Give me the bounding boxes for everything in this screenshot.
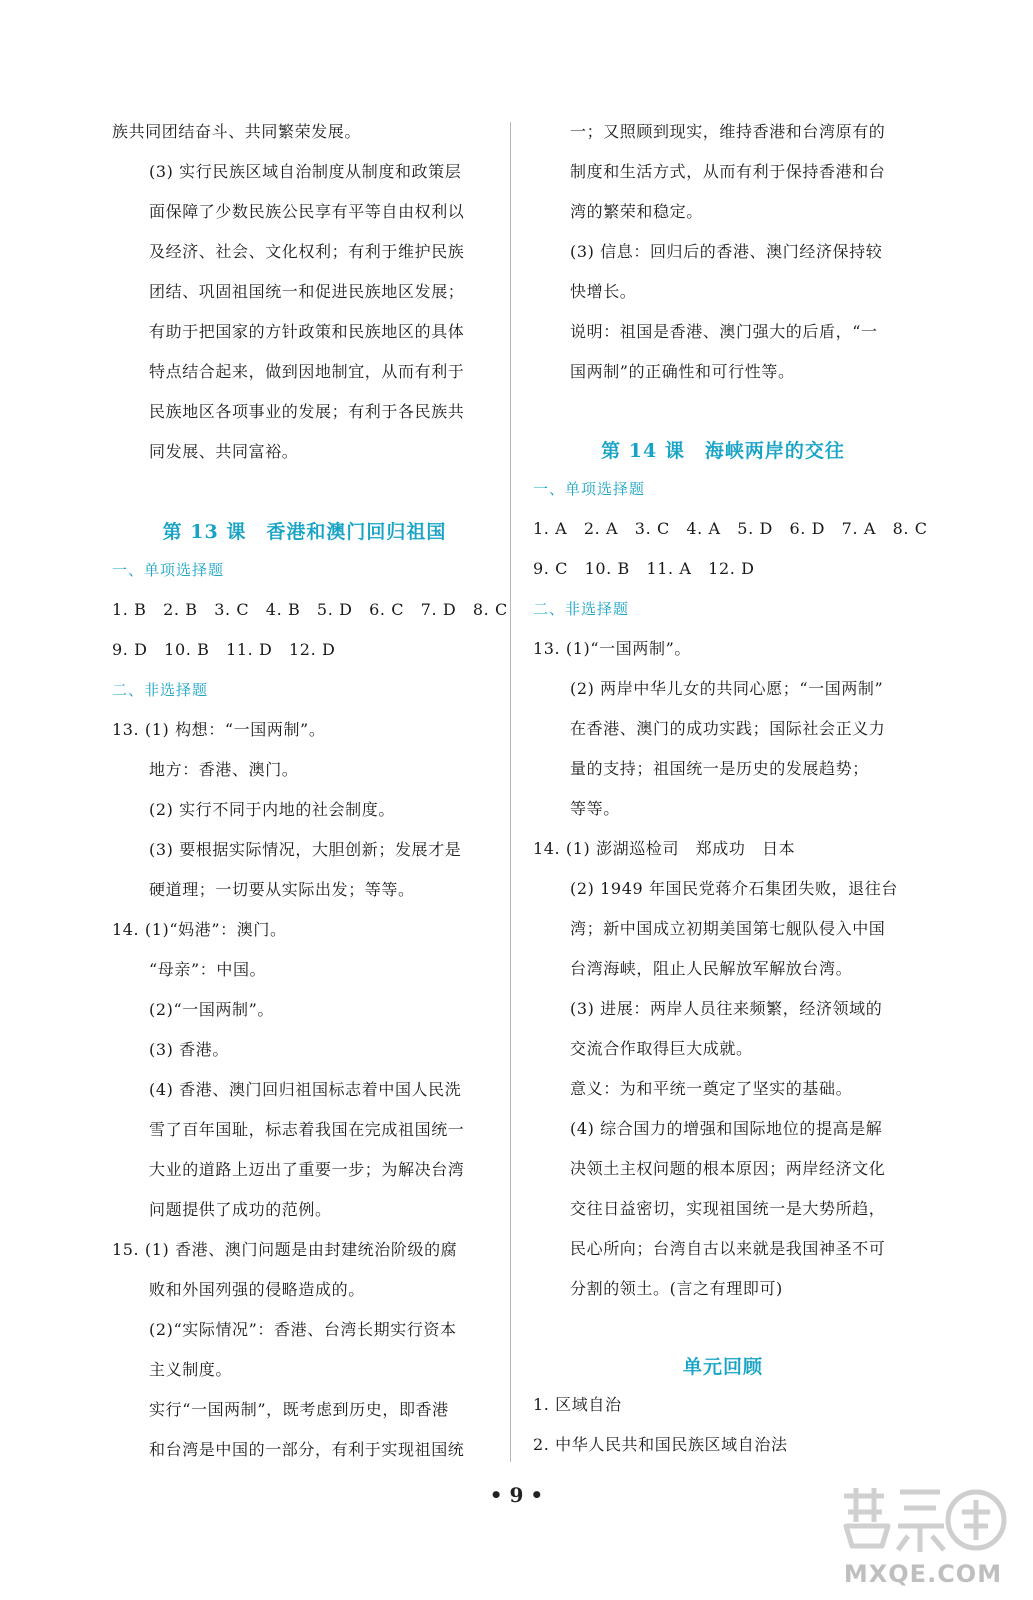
answer-line: 硬道理；一切要从实际出发；等等。	[149, 880, 415, 899]
answer-line: 意义：为和平统一奠定了坚实的基础。	[570, 1079, 853, 1098]
text-line: 面保障了少数民族公民享有平等自由权利以	[149, 202, 465, 221]
answer-line: (3) 进展：两岸人员往来频繁，经济领域的	[570, 999, 883, 1018]
answer-line: “母亲”：中国。	[149, 960, 267, 979]
answer-line: 主义制度。	[149, 1360, 233, 1379]
text-line: 制度和生活方式，从而有利于保持香港和台	[570, 162, 886, 181]
answer-line: 13. (1)“一国两制”。	[533, 639, 691, 658]
choice-answers: 9. C 10. B 11. A 12. D	[533, 559, 755, 578]
text-line: (3) 信息：回归后的香港、澳门经济保持较	[570, 242, 883, 261]
column-divider	[510, 122, 511, 1462]
answer-line: 交流合作取得巨大成就。	[570, 1039, 753, 1058]
answer-line: 实行“一国两制”，既考虑到历史，即香港	[149, 1400, 449, 1419]
text-line: 同发展、共同富裕。	[149, 442, 299, 461]
section-heading: 一、单项选择题	[112, 561, 225, 579]
answer-line: (2)“一国两制”。	[149, 1000, 275, 1019]
answer-line: (4) 综合国力的增强和国际地位的提高是解	[570, 1119, 883, 1138]
answer-line: (2) 1949 年国民党蒋介石集团失败，退往台	[570, 879, 898, 898]
choice-answers: 9. D 10. B 11. D 12. D	[112, 640, 336, 659]
text-line: 一；又照顾到现实，维持香港和台湾原有的	[570, 122, 886, 141]
answer-line: (3) 香港。	[149, 1040, 229, 1059]
answer-line: (3) 要根据实际情况，大胆创新；发展才是	[149, 840, 462, 859]
answer-line: 决领土主权问题的根本原因；两岸经济文化	[570, 1159, 886, 1178]
text-line: (3) 实行民族区域自治制度从制度和政策层	[149, 162, 462, 181]
text-line: 国两制”的正确性和可行性等。	[570, 362, 795, 381]
section-heading: 二、非选择题	[533, 600, 630, 618]
answer-line: 15. (1) 香港、澳门问题是由封建统治阶级的腐	[112, 1240, 458, 1259]
watermark-domain: MXQE.COM	[843, 1560, 1003, 1588]
answer-line: 地方：香港、澳门。	[149, 760, 299, 779]
answer-line: 雪了百年国耻，标志着我国在完成祖国统一	[149, 1120, 465, 1139]
lesson-14-title: 第 14 课 海峡两岸的交往	[601, 440, 845, 462]
text-line: 快增长。	[570, 282, 637, 301]
lesson-13-title: 第 13 课 香港和澳门回归祖国	[162, 521, 447, 543]
answer-line: 在香港、澳门的成功实践；国际社会正义力	[570, 719, 886, 738]
watermark-logo	[838, 1478, 1008, 1590]
text-line: 说明：祖国是香港、澳门强大的后盾，“一	[570, 322, 878, 341]
answer-line: 湾；新中国成立初期美国第七舰队侵入中国	[570, 919, 886, 938]
answer-line: 败和外国列强的侵略造成的。	[149, 1280, 365, 1299]
answer-line: 和台湾是中国的一部分，有利于实现祖国统	[149, 1440, 465, 1459]
answer-line: 大业的道路上迈出了重要一步；为解决台湾	[149, 1160, 465, 1179]
answer-line: 分割的领土。(言之有理即可)	[570, 1279, 783, 1298]
answer-line: (2) 两岸中华儿女的共同心愿；“一国两制”	[570, 679, 884, 698]
answer-line: 问题提供了成功的范例。	[149, 1200, 332, 1219]
text-line: 湾的繁荣和稳定。	[570, 202, 703, 221]
unit-review-title: 单元回顾	[682, 1356, 763, 1378]
text-line: 团结、巩固祖国统一和促进民族地区发展；	[149, 282, 465, 301]
section-heading: 一、单项选择题	[533, 480, 646, 498]
answer-line: 14. (1)“妈港”：澳门。	[112, 920, 287, 939]
choice-answers: 1. B 2. B 3. C 4. B 5. D 6. C 7. D 8. C	[112, 600, 508, 619]
text-line: 民族地区各项事业的发展；有利于各民族共	[149, 402, 465, 421]
text-line: 及经济、社会、文化权利；有利于维护民族	[149, 242, 465, 261]
answer-line: 量的支持；祖国统一是历史的发展趋势；	[570, 759, 869, 778]
answer-line: 交往日益密切，实现祖国统一是大势所趋，	[570, 1199, 886, 1218]
answer-line: 13. (1) 构想：“一国两制”。	[112, 720, 326, 739]
answer-line: 等等。	[570, 799, 620, 818]
review-line: 1. 区域自治	[533, 1395, 622, 1414]
section-heading: 二、非选择题	[112, 681, 209, 699]
choice-answers: 1. A 2. A 3. C 4. A 5. D 6. D 7. A 8. C	[533, 519, 928, 538]
answer-line: (2) 实行不同于内地的社会制度。	[149, 800, 395, 819]
answer-line: 民心所向；台湾自古以来就是我国神圣不可	[570, 1239, 886, 1258]
answer-line: (4) 香港、澳门回归祖国标志着中国人民洗	[149, 1080, 462, 1099]
answer-line: (2)“实际情况”：香港、台湾长期实行资本	[149, 1320, 457, 1339]
text-line: 族共同团结奋斗、共同繁荣发展。	[112, 122, 362, 141]
text-line: 有助于把国家的方针政策和民族地区的具体	[149, 322, 465, 341]
page-number: • 9 •	[489, 1483, 544, 1507]
text-line: 特点结合起来，做到因地制宜，从而有利于	[149, 362, 465, 381]
review-line: 2. 中华人民共和国民族区域自治法	[533, 1435, 788, 1454]
answer-line: 台湾海峡，阻止人民解放军解放台湾。	[570, 959, 853, 978]
answer-line: 14. (1) 澎湖巡检司 郑成功 日本	[533, 839, 796, 858]
